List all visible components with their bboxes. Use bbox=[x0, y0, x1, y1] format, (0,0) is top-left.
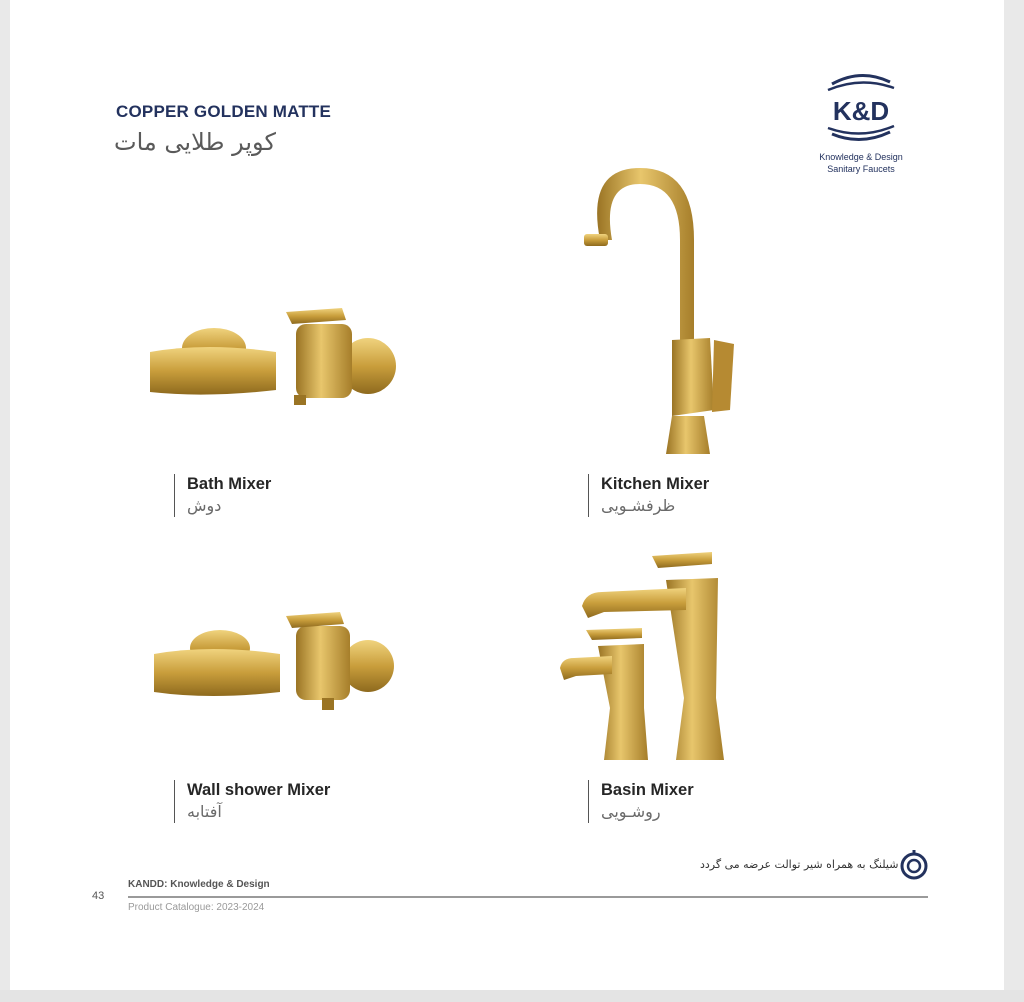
product-caption bbox=[174, 780, 330, 823]
hose-included-note: شیلنگ به همراه شیر توالت عرضه می گردد bbox=[700, 858, 899, 871]
basin-mixer-image bbox=[546, 548, 730, 764]
footer-divider bbox=[128, 896, 928, 898]
page-number: 43 bbox=[92, 890, 105, 902]
catalogue-edition: Product Catalogue: 2023-2024 bbox=[128, 902, 265, 913]
section-title-persian: کوپر طلایی مات bbox=[114, 128, 276, 156]
wall-shower-mixer-image bbox=[150, 608, 400, 716]
bath-mixer-image bbox=[146, 300, 396, 410]
logo-tagline-2: Sanitary Faucets bbox=[827, 164, 895, 174]
product-caption bbox=[588, 780, 694, 823]
footer-brand: KANDD: Knowledge & Design bbox=[128, 879, 270, 890]
section-title: COPPER GOLDEN MATTE bbox=[116, 102, 332, 121]
product-name-persian: روشـویی bbox=[601, 802, 661, 821]
brand-logo bbox=[806, 70, 916, 180]
product-name: Bath Mixer bbox=[187, 475, 272, 493]
logo-tagline-1: Knowledge & Design bbox=[819, 152, 903, 162]
product-caption bbox=[588, 474, 709, 517]
product-name-persian: دوش bbox=[187, 496, 222, 515]
product-name: Basin Mixer bbox=[601, 781, 694, 799]
kd-logo-icon bbox=[818, 70, 904, 146]
product-name: Wall shower Mixer bbox=[187, 781, 331, 799]
page-edge bbox=[0, 990, 1024, 1002]
kitchen-mixer-image bbox=[560, 160, 740, 460]
logo-mark-text: K&D bbox=[832, 96, 890, 126]
product-name: Kitchen Mixer bbox=[601, 475, 710, 493]
product-name-persian: آفتابه bbox=[187, 802, 222, 821]
catalogue-page bbox=[10, 0, 1004, 990]
product-name-persian: ظرفشـویی bbox=[601, 496, 676, 515]
hose-icon bbox=[898, 850, 930, 882]
product-caption bbox=[174, 474, 271, 517]
